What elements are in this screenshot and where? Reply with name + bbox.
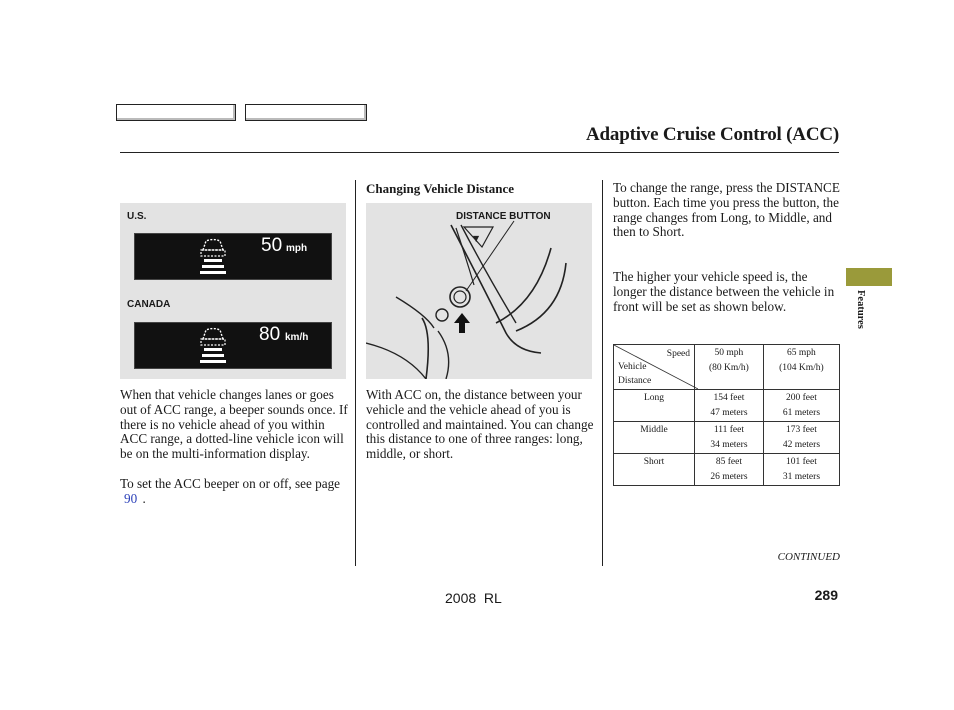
- vehicle-ahead-icon: [197, 325, 229, 367]
- canada-speed-value: 80: [259, 324, 281, 345]
- row-label: Long: [614, 390, 695, 422]
- col3-paragraph-1: To change the range, press the DISTANCE button. Each time you press the button, the range changes from Long, to Middle, and then to Short.: [613, 180, 840, 240]
- table-cell: 173 feet 42 meters: [763, 422, 839, 454]
- model-label: 2008 RL: [445, 590, 502, 606]
- canada-display: [134, 322, 332, 369]
- table-corner-cell: [614, 345, 695, 390]
- svg-text:▼: ▼: [473, 234, 480, 243]
- table-cell: 111 feet 34 meters: [695, 422, 764, 454]
- us-label: U.S.: [127, 211, 147, 222]
- table-cell: 154 feet 47 meters: [695, 390, 764, 422]
- column-separator-2: [602, 180, 603, 566]
- us-speed-value: 50: [261, 235, 283, 256]
- table-row: [614, 390, 840, 422]
- distance-table: [613, 344, 840, 486]
- col2-paragraph: With ACC on, the distance between your vehicle and the vehicle ahead of you is controlled and maintained. You can change this distance to one of three ranges: long, middle, or short.: [366, 387, 594, 462]
- vehicle-ahead-icon: [197, 236, 229, 278]
- beeper-text: To set the ACC beeper on or off, see page: [120, 476, 341, 491]
- table-header-row: [614, 345, 840, 390]
- row-label: Middle: [614, 422, 695, 454]
- us-display: [134, 233, 332, 280]
- features-tab-marker[interactable]: [846, 268, 892, 286]
- col1-paragraph-1: When that vehicle changes lanes or goes out of ACC range, a beeper sounds once. If there is no vehicle ahead of you within ACC range, a dotted-line vehicle icon will be on the multi-information display.: [120, 387, 348, 462]
- table-cell: 101 feet 31 meters: [763, 454, 839, 486]
- row-label: Short: [614, 454, 695, 486]
- corner-vehicle: Vehicle: [618, 362, 647, 372]
- table-cell: 85 feet 26 meters: [695, 454, 764, 486]
- features-tab-label: Features: [855, 290, 866, 329]
- canada-speed-unit: km/h: [285, 332, 309, 343]
- table-header-cell: 50 mph (80 Km/h): [695, 345, 764, 390]
- display-figure: [120, 203, 346, 379]
- table-row: [614, 422, 840, 454]
- distance-button-label: DISTANCE BUTTON: [456, 211, 551, 222]
- steering-wheel-illustration: [366, 203, 592, 379]
- column-separator-1: [355, 180, 356, 566]
- table-cell: 200 feet 61 meters: [763, 390, 839, 422]
- page-title: Adaptive Cruise Control (ACC): [586, 124, 839, 145]
- page-number: 289: [814, 587, 838, 603]
- distance-button-figure: [366, 203, 592, 379]
- corner-speed: Speed: [666, 349, 690, 359]
- continued-label: CONTINUED: [777, 551, 840, 563]
- page-90-link[interactable]: 90: [124, 490, 138, 506]
- nav-box-1[interactable]: [116, 104, 236, 121]
- canada-label: CANADA: [127, 299, 171, 310]
- corner-distance: Distance: [618, 376, 652, 386]
- col1-paragraph-2: [120, 477, 350, 507]
- title-rule: [120, 152, 839, 153]
- table-row: [614, 454, 840, 486]
- table-header-cell: 65 mph (104 Km/h): [763, 345, 839, 390]
- period: .: [142, 490, 146, 506]
- section-heading: Changing Vehicle Distance: [366, 181, 515, 196]
- nav-box-2[interactable]: [245, 104, 367, 121]
- col3-paragraph-2: The higher your vehicle speed is, the longer the distance between the vehicle in front will be set as shown below.: [613, 269, 835, 314]
- us-speed-unit: mph: [286, 243, 308, 254]
